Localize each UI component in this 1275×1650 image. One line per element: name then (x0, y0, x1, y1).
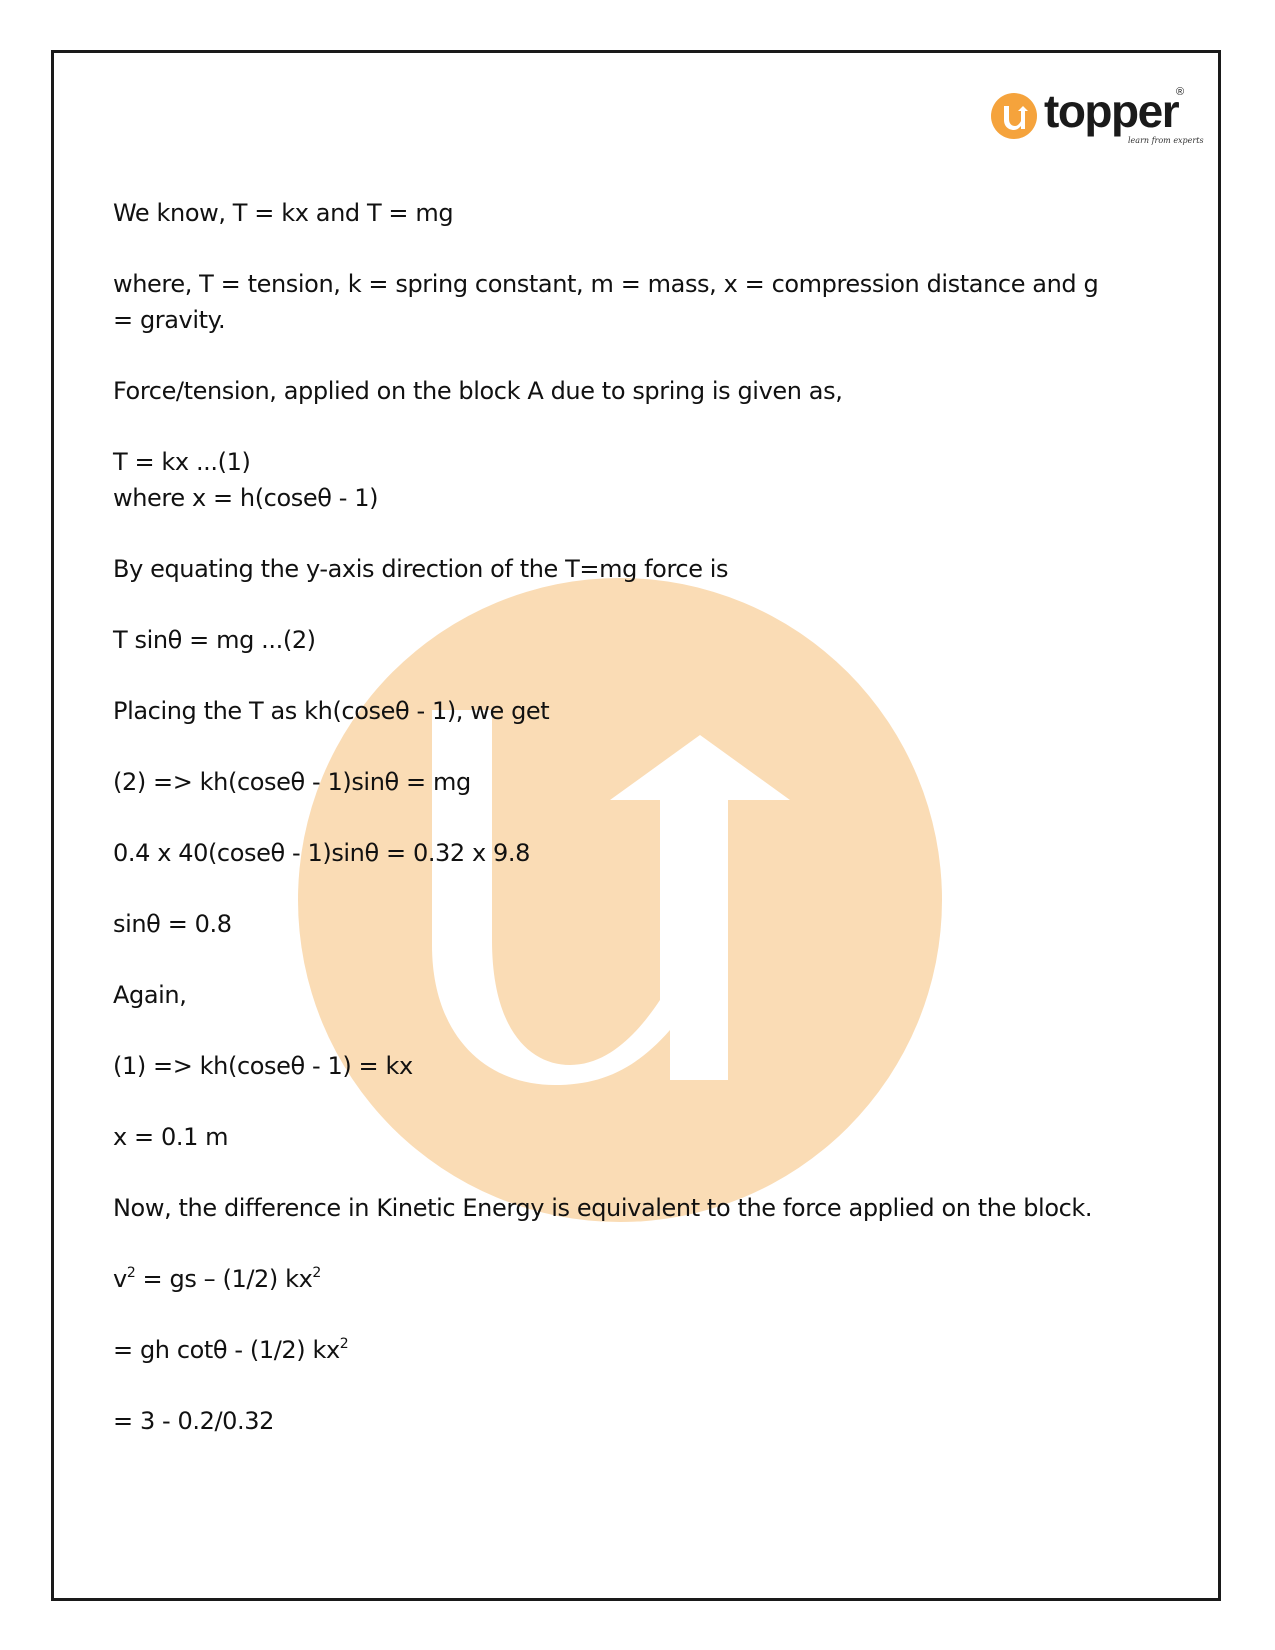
equation: T sinθ = mg ...(2) (113, 626, 316, 654)
equation-velocity: $v^2$ = gs – (1/2) $kx^2$ (113, 1265, 321, 1293)
paragraph: Force/tension, applied on the block A due to spring is given as, (113, 377, 843, 405)
equation-result: = 3 - 0.2/0.32 (113, 1407, 275, 1435)
equation: x = 0.1 m (113, 1123, 229, 1151)
equation-line: T = kx ...(1) (113, 448, 251, 476)
logo-circle-icon (990, 92, 1038, 140)
paragraph: Now, the difference in Kinetic Energy is equivalent to the force applied on the block. (113, 1194, 1093, 1222)
equation-step: = gh cotθ - (1/2) $kx^2$ (113, 1336, 349, 1364)
registered-mark: ® (1176, 86, 1185, 98)
equation: 0.4 x 40(coseθ - 1)sinθ = 0.32 x 9.8 (113, 839, 531, 867)
paragraph: Placing the T as kh(coseθ - 1), we get (113, 697, 550, 725)
topper-logo (990, 85, 1204, 154)
logo-tagline: learn from experts (1128, 136, 1204, 145)
equation: (1) => kh(coseθ - 1) = kx (113, 1052, 413, 1080)
equation: (2) => kh(coseθ - 1)sinθ = mg (113, 768, 471, 796)
logo-wordmark: topper (1044, 85, 1179, 137)
paragraph: By equating the y-axis direction of the T=mg force is (113, 555, 729, 583)
paragraph-equation-1 (113, 444, 1113, 516)
paragraph: We know, T = kx and T = mg (113, 199, 454, 227)
equation-line: where x = h(coseθ - 1) (113, 484, 379, 512)
equation: sinθ = 0.8 (113, 910, 232, 938)
solution-text (113, 195, 1113, 1474)
paragraph: where, T = tension, k = spring constant, m = mass, x = compression distance and g = gravity. (113, 270, 1099, 334)
paragraph: Again, (113, 981, 187, 1009)
